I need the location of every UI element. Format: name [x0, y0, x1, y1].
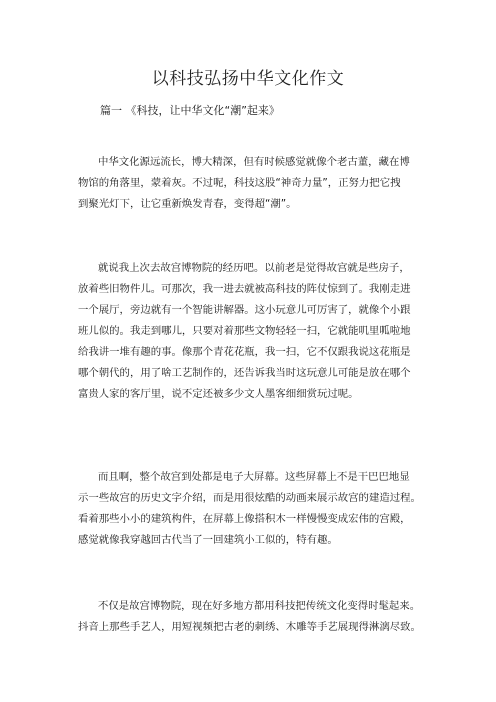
paragraph-3	[78, 467, 440, 551]
paragraph-line: 放着些旧物件儿。可那次，我一进去就被高科技的阵仗惊到了。我刚走进	[78, 283, 411, 295]
paragraph-line: 富贵人家的客厅里，说不定还被多少文人墨客细细赏玩过呢。	[78, 388, 359, 400]
paragraph-line: 而且啊，整个故宫到处都是电子大屏幕。这些屏幕上不是干巴巴地显	[98, 471, 410, 483]
paragraph-line: 物馆的角落里，蒙着灰。不过呢，科技这股“神奇力量”，正努力把它拽	[78, 177, 401, 189]
paragraph-line: 感觉就像我穿越回古代当了一回建筑小工似的，特有趣。	[78, 534, 338, 546]
paragraph-4	[78, 596, 440, 638]
paragraph-1	[78, 152, 440, 215]
paragraph-line: 抖音上那些手艺人，用短视频把古老的刺绣、木雕等手艺展现得淋漓尽致。	[78, 621, 421, 633]
paragraph-line: 给我讲一堆有趣的事。像那个青花花瓶，我一扫，它不仅跟我说这花瓶是	[78, 346, 411, 358]
paragraph-line: 到聚光灯下，让它重新焕发青春，变得超“潮”。	[78, 198, 297, 210]
paragraph-line: 哪个朝代的，用了啥工艺制作的，还告诉我当时这玩意儿可能是放在哪个	[78, 367, 411, 379]
paragraph-2	[78, 258, 440, 405]
paragraph-line: 一个展厅，旁边就有一个智能讲解器。这小玩意儿可厉害了，就像个小跟	[78, 304, 411, 316]
paragraph-line: 示一些故宫的历史文字介绍，而是用很炫酷的动画来展示故宫的建造过程。	[78, 492, 421, 504]
document-title: 以科技弘扬中华文化作文	[151, 69, 345, 89]
essay-subheading: 篇一 《科技，让中华文化“潮”起来》	[100, 104, 280, 117]
paragraph-line: 看着那些小小的建筑构件，在屏幕上像搭积木一样慢慢变成宏伟的宫殿，	[78, 513, 411, 525]
paragraph-line: 中华文化源远流长，博大精深，但有时候感觉就像个老古董，藏在博	[98, 156, 410, 168]
paragraph-line: 不仅是故宫博物院，现在好多地方都用科技把传统文化变得时髦起来。	[98, 600, 421, 612]
paragraph-line: 就说我上次去故宫博物院的经历吧。以前老是觉得故宫就是些房子，	[98, 262, 410, 274]
paragraph-line: 班儿似的。我走到哪儿，只要对着那些文物轻轻一扫，它就能叽里呱啦地	[78, 325, 411, 337]
